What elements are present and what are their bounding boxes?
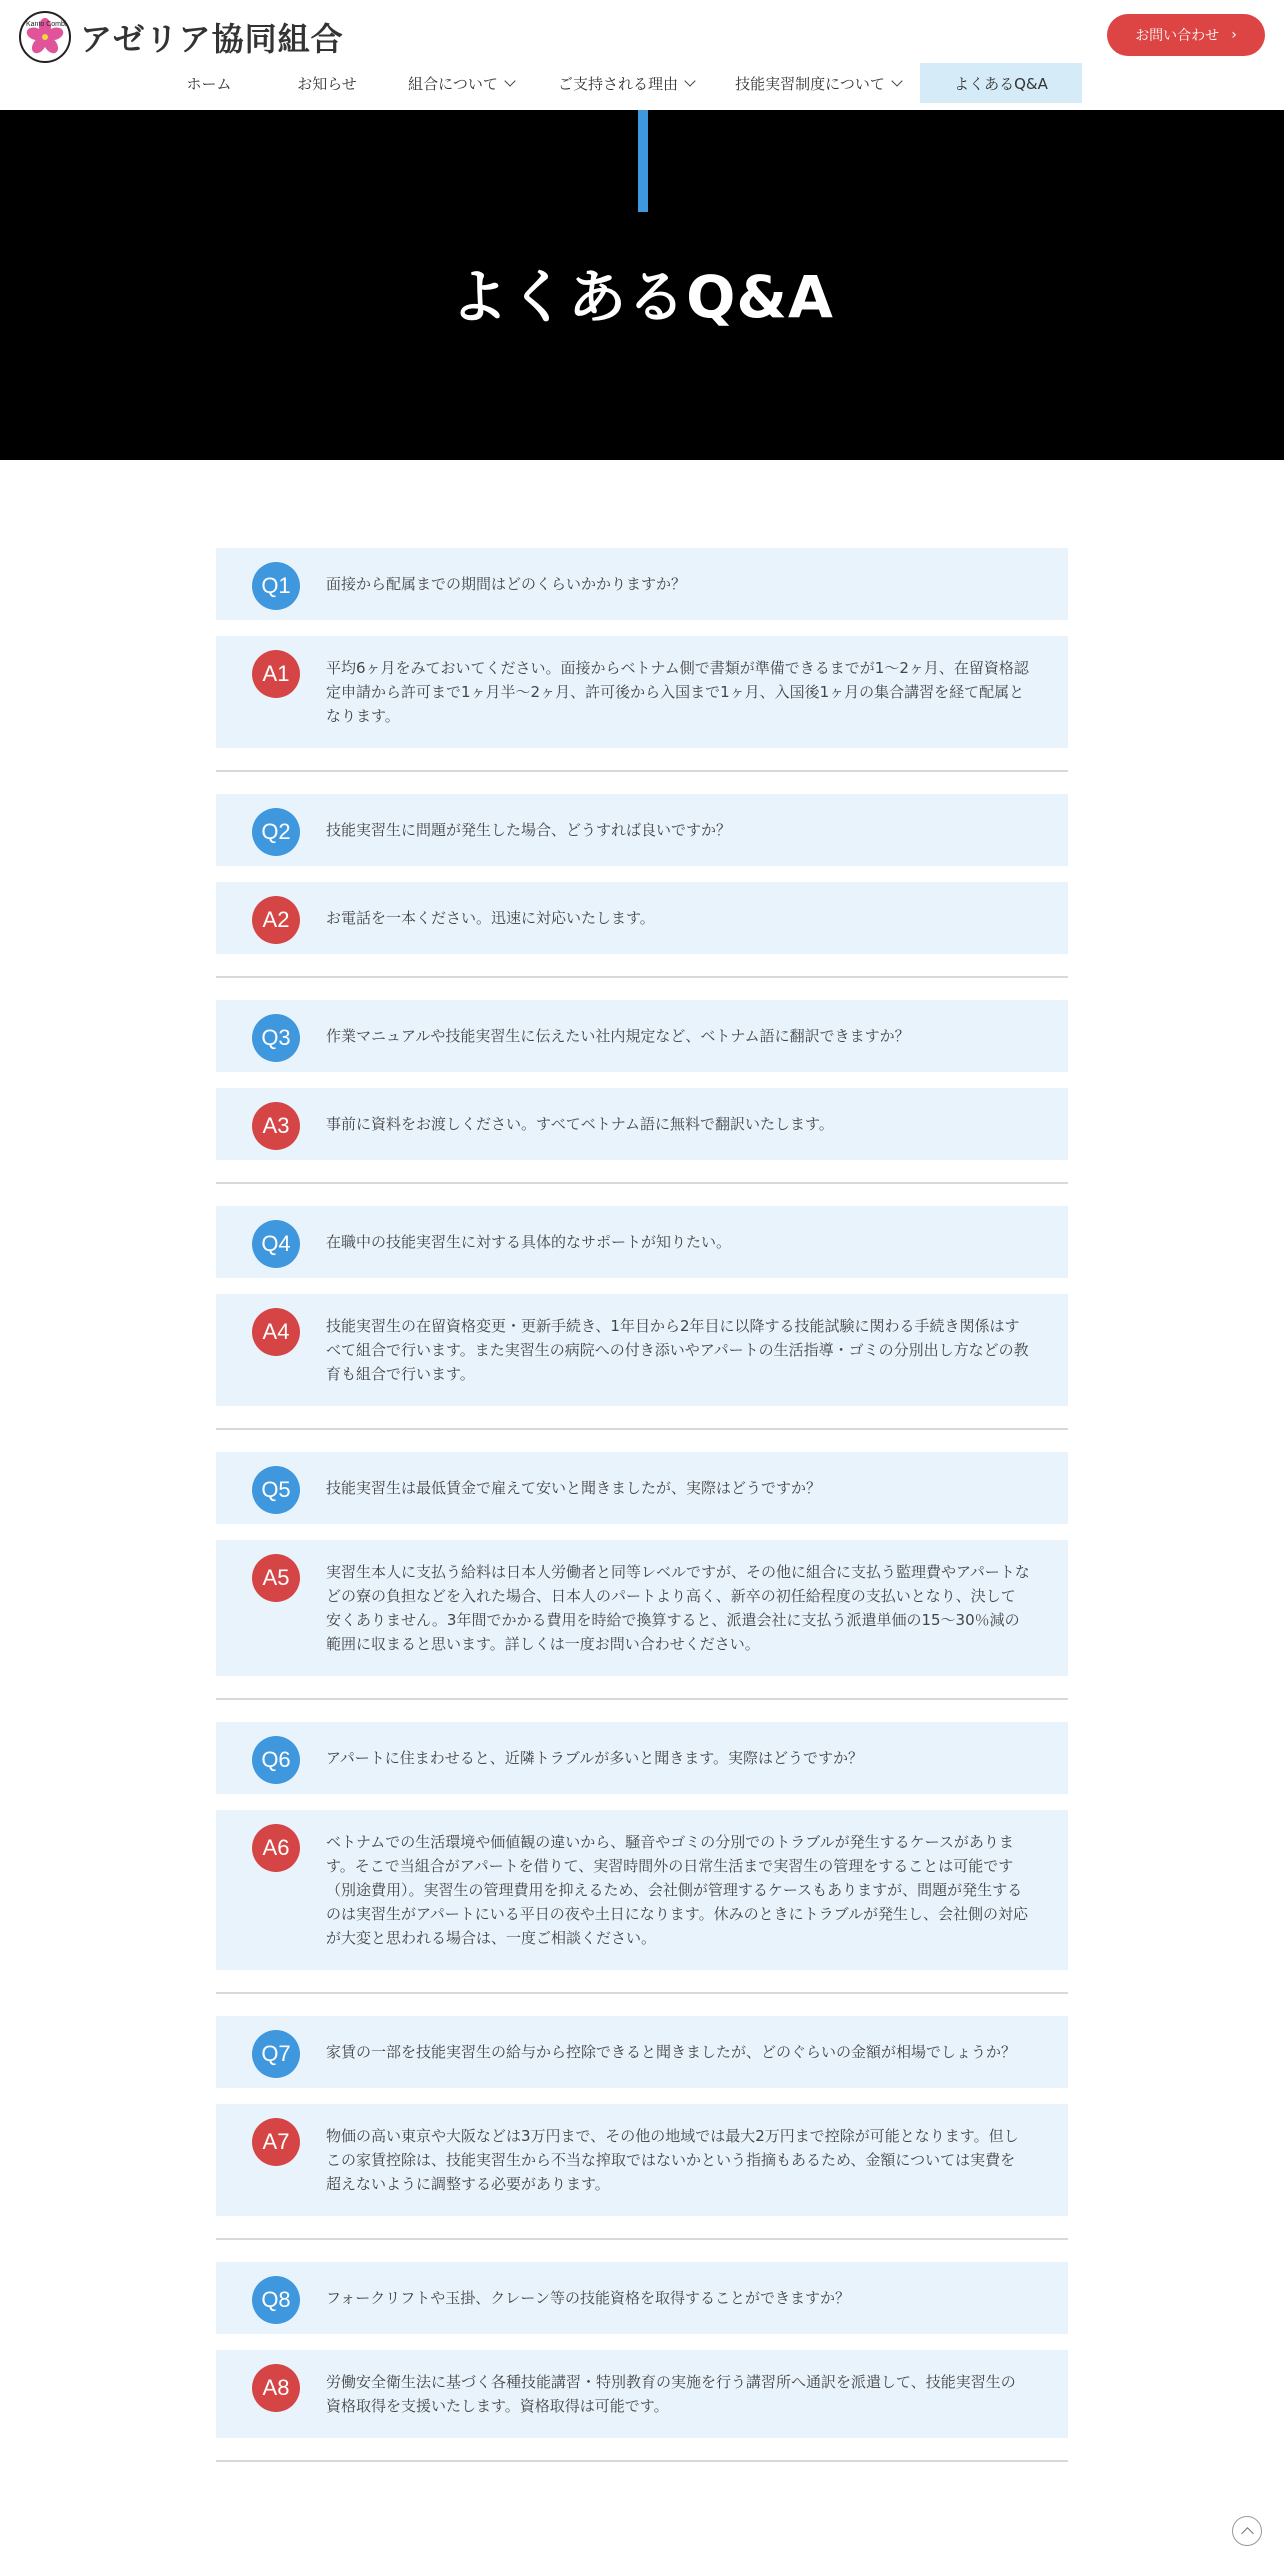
faq-item [216,548,1068,772]
nav-item-news[interactable]: お知らせ [297,74,357,93]
question-text: フォークリフトや玉掛、クレーン等の技能資格を取得することができますか？ [326,2289,850,2307]
answer-badge: A3 [252,1102,300,1150]
answer-text: 事前に資料をお渡しください。すべてベトナム語に無料で翻訳いたします。 [326,1115,834,1133]
chevron-right-icon: › [1231,27,1237,43]
contact-button[interactable] [1107,14,1265,56]
contact-label: お問い合わせ [1135,28,1220,44]
answer-badge: A1 [252,650,300,698]
answer-text: 物価の高い東京や大阪などは3万円まで、その他の地域では最大2万円まで控除が可能となります。但しこの家賃控除は、技能実習生から不当な搾取ではないかという指摘もあるため、金額については実費を超えないように調整する必要があります。 [326,2127,1019,2193]
question-badge: Q1 [252,562,300,610]
answer-badge: A6 [252,1824,300,1872]
answer-panel [216,882,1068,954]
question-badge: Q4 [252,1220,300,1268]
question-text: 家賃の一部を技能実習生の給与から控除できると聞きましたが、どのぐらいの金額が相場でしょうか？ [326,2043,1017,2061]
chevron-down-icon [891,75,902,86]
logo-ring-text: Kanto Combi [26,21,67,28]
answer-panel [216,2104,1068,2216]
answer-panel [216,1540,1068,1676]
question-badge: Q3 [252,1014,300,1062]
question-text: 技能実習生に問題が発生した場合、どうすれば良いですか？ [326,821,732,839]
faq-item [216,1452,1068,1700]
chevron-up-icon [1241,2527,1254,2540]
nav-item-faq[interactable]: よくあるQ&A [920,63,1082,103]
faq-list [216,548,1068,2484]
question-panel [216,1452,1068,1524]
nav-item-system[interactable]: 技能実習制度について [716,63,920,103]
question-panel [216,548,1068,620]
question-panel [216,794,1068,866]
faq-item [216,2262,1068,2462]
chevron-down-icon [684,75,695,86]
question-text: アパートに住まわせると、近隣トラブルが多いと聞きます。実際はどうですか？ [326,1749,864,1767]
faq-item [216,1000,1068,1184]
main-nav [150,63,1082,103]
question-badge: Q8 [252,2276,300,2324]
question-text: 技能実習生は最低賃金で雇えて安いと聞きましたが、実際はどうですか？ [326,1479,822,1497]
answer-panel [216,1088,1068,1160]
faq-item [216,794,1068,978]
answer-panel [216,1810,1068,1970]
logo-icon[interactable] [18,10,72,64]
answer-text: 平均6ヶ月をみておいてください。面接からベトナム側で書類が準備できるまでが1～2ヶ月、在留資格認定申請から許可まで1ヶ月半～2ヶ月、許可後から入国まで1ヶ月、入国後1ヶ月の集合講習を経て配属となります。 [326,659,1029,725]
question-panel [216,2016,1068,2088]
site-name[interactable]: アゼリア協同組合 [80,20,344,58]
answer-text: ベトナムでの生活環境や価値観の違いから、騒音やゴミの分別でのトラブルが発生するケースがあります。そこで当組合がアパートを借りて、実習時間外の日常生活まで実習生の管理をすることは可能です（別途費用）。実習生の管理費用を抑えるため、会社側が管理するケースもありますが、問題が発生するのは実習生がアパートにいる平日の夜や土日になります。休みのときにトラブルが発生し、会社側の対応が大変と思われる場合は、一度ご相談ください。 [326,1833,1029,1947]
answer-panel [216,1294,1068,1406]
faq-item [216,2016,1068,2240]
question-badge: Q5 [252,1466,300,1514]
question-panel [216,2262,1068,2334]
question-badge: Q6 [252,1736,300,1784]
answer-text: 実習生本人に支払う給料は日本人労働者と同等レベルですが、その他に組合に支払う監理費やアパートなどの寮の負担などを入れた場合、日本人のパートより高く、新卒の初任給程度の支払いとなり、決して安くありません。3年間でかかる費用を時給で換算すると、派遣会社に支払う派遣単価の15～30％減の範囲に収まると思います。詳しくは一度お問い合わせください。 [326,1563,1030,1653]
hero-accent-bar [638,110,648,212]
answer-badge: A5 [252,1554,300,1602]
hero-banner [0,110,1284,460]
question-panel [216,1722,1068,1794]
question-panel [216,1000,1068,1072]
question-text: 面接から配属までの期間はどのくらいかかりますか？ [326,575,687,593]
nav-item-reasons[interactable]: ご支持される理由 [536,63,716,103]
question-text: 在職中の技能実習生に対する具体的なサポートが知りたい。 [326,1233,732,1251]
answer-text: 技能実習生の在留資格変更・更新手続き、1年目から2年目に以降する技能試験に関わる手続き関係はすべて組合で行います。また実習生の病院への付き添いやアパートの生活指導・ゴミの分別出し方などの教育も組合で行います。 [326,1317,1029,1383]
question-text: 作業マニュアルや技能実習生に伝えたい社内規定など、ベトナム語に翻訳できますか？ [326,1027,910,1045]
scroll-to-top-button[interactable] [1232,2516,1262,2546]
faq-item [216,1722,1068,1994]
answer-badge: A8 [252,2364,300,2412]
answer-text: 労働安全衛生法に基づく各種技能講習・特別教育の実施を行う講習所へ通訳を派遣して、技能実習生の資格取得を支援いたします。資格取得は可能です。 [326,2373,1016,2415]
site-header [0,0,1284,110]
question-panel [216,1206,1068,1278]
nav-item-about[interactable]: 組合について [386,63,536,103]
faq-item [216,1206,1068,1430]
answer-badge: A4 [252,1308,300,1356]
answer-badge: A2 [252,896,300,944]
question-badge: Q2 [252,808,300,856]
answer-panel [216,2350,1068,2438]
page-title: よくあるQ&A [450,263,834,331]
answer-text: お電話を一本ください。迅速に対応いたします。 [326,909,655,927]
answer-panel [216,636,1068,748]
chevron-down-icon [504,75,515,86]
question-badge: Q7 [252,2030,300,2078]
nav-item-home[interactable]: ホーム [186,74,232,93]
answer-badge: A7 [252,2118,300,2166]
